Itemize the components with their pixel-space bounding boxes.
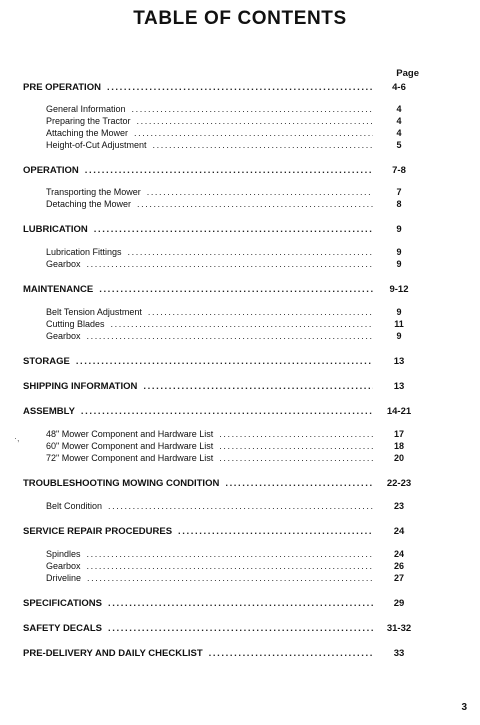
leader-dots (134, 128, 373, 138)
leader-dots (219, 441, 373, 451)
toc-section-operation[interactable] (23, 165, 419, 176)
toc-item-preparing-tractor[interactable] (46, 116, 419, 126)
toc-section-troubleshooting[interactable] (23, 478, 419, 489)
toc-page: 4 (396, 104, 402, 114)
toc-item-transporting-mower[interactable] (46, 187, 419, 197)
toc-section-specifications[interactable] (23, 598, 419, 609)
toc-label: Gearbox (46, 259, 81, 269)
toc-item-driveline[interactable] (46, 573, 419, 583)
toc-label: OPERATION (23, 165, 79, 176)
toc-section-pre-operation[interactable] (23, 82, 419, 93)
toc-section-maintenance[interactable] (23, 284, 419, 295)
toc-item-detaching-mower[interactable] (46, 199, 419, 209)
leader-dots (178, 526, 373, 537)
toc-item-spindles[interactable] (46, 549, 419, 559)
toc-label: Gearbox (46, 331, 81, 341)
toc-item-height-of-cut[interactable] (46, 140, 419, 150)
toc-section-safety-decals[interactable] (23, 623, 419, 634)
toc-page: 4-6 (392, 82, 406, 93)
leader-dots (111, 319, 373, 329)
leader-dots (87, 549, 373, 559)
toc-label: Gearbox (46, 561, 81, 571)
toc-label: Belt Condition (46, 501, 103, 511)
toc-section-lubrication[interactable] (23, 224, 419, 235)
toc-label: PRE-DELIVERY AND DAILY CHECKLIST (23, 648, 203, 659)
toc-label: ASSEMBLY (23, 406, 75, 417)
toc-label: Height-of-Cut Adjustment (46, 140, 147, 150)
toc-page: 8 (396, 199, 402, 209)
toc-label: Transporting the Mower (46, 187, 141, 197)
toc-section-shipping-information[interactable] (23, 381, 419, 392)
leader-dots (85, 165, 373, 176)
toc-page: 9-12 (389, 284, 409, 295)
leader-dots (137, 116, 373, 126)
toc-section-pre-delivery-checklist[interactable] (23, 648, 419, 659)
toc-item-attaching-mower[interactable] (46, 128, 419, 138)
toc-page: 9 (396, 259, 402, 269)
leader-dots (225, 478, 373, 489)
toc-page: 20 (393, 453, 404, 463)
toc-label: SAFETY DECALS (23, 623, 103, 634)
toc-page: 11 (394, 319, 404, 329)
toc-label: STORAGE (23, 356, 70, 367)
toc-page: 9 (396, 331, 402, 341)
leader-dots (137, 199, 373, 209)
toc-page: 7 (396, 187, 402, 197)
leader-dots (107, 82, 373, 93)
leader-dots (87, 561, 373, 571)
leader-dots (143, 381, 373, 392)
leader-dots (219, 453, 373, 463)
leader-dots (132, 104, 373, 114)
toc-label: Lubrication Fittings (46, 247, 122, 257)
toc-page: 26 (393, 561, 404, 571)
toc-item-60-mower-list[interactable] (46, 441, 419, 451)
toc-item-gearbox[interactable] (46, 331, 419, 341)
toc-item-belt-condition[interactable] (46, 501, 419, 511)
toc-page: 9 (396, 224, 402, 235)
toc-label: SPECIFICATIONS (23, 598, 102, 609)
toc-label: SERVICE REPAIR PROCEDURES (23, 526, 173, 537)
toc-label: MAINTENANCE (23, 284, 94, 295)
toc-page: 13 (393, 356, 405, 367)
toc-page: 5 (396, 140, 402, 150)
toc-item-gearbox[interactable] (46, 259, 419, 269)
toc-page: 17 (393, 429, 404, 439)
leader-dots (87, 259, 373, 269)
toc-item-lubrication-fittings[interactable] (46, 247, 419, 257)
page-number: 3 (461, 702, 467, 713)
toc-section-assembly[interactable] (23, 406, 419, 417)
toc-label: General Information (46, 104, 126, 114)
toc-page: 14-21 (386, 406, 412, 417)
leader-dots (128, 247, 373, 257)
page-column-header: Page (396, 68, 419, 79)
toc-page: 4 (396, 128, 402, 138)
toc-label: Preparing the Tractor (46, 116, 131, 126)
toc-page: 24 (393, 526, 405, 537)
toc-page: 33 (393, 648, 405, 659)
toc-page: 7-8 (392, 165, 406, 176)
toc-label: 60" Mower Component and Hardware List (46, 441, 214, 451)
toc-page: 22-23 (386, 478, 412, 489)
leader-dots (99, 284, 373, 295)
leader-dots (108, 501, 373, 511)
toc-page: 18 (393, 441, 404, 451)
toc-item-gearbox[interactable] (46, 561, 419, 571)
leader-dots (76, 356, 373, 367)
toc-page: 24 (393, 549, 404, 559)
toc-page: 9 (396, 247, 402, 257)
toc-label: SHIPPING INFORMATION (23, 381, 138, 392)
toc-page: 23 (393, 501, 404, 511)
page-title: TABLE OF CONTENTS (133, 8, 347, 29)
toc-page: 27 (393, 573, 404, 583)
leader-dots (108, 623, 373, 634)
toc-item-cutting-blades[interactable] (46, 319, 419, 329)
toc-label: PRE OPERATION (23, 82, 101, 93)
leader-dots (108, 598, 373, 609)
toc-item-general-information[interactable] (46, 104, 419, 114)
leader-dots (87, 573, 373, 583)
leader-dots (219, 429, 373, 439)
leader-dots (87, 331, 373, 341)
toc-label: TROUBLESHOOTING MOWING CONDITION (23, 478, 220, 489)
toc-item-48-mower-list[interactable] (46, 429, 419, 439)
leader-dots (81, 406, 373, 417)
toc-section-service-repair[interactable] (23, 526, 419, 537)
leader-dots (148, 307, 373, 317)
toc-label: Attaching the Mower (46, 128, 129, 138)
toc-label: 72" Mower Component and Hardware List (46, 453, 214, 463)
toc-item-belt-tension[interactable] (46, 307, 419, 317)
toc-section-storage[interactable] (23, 356, 419, 367)
toc-label: Detaching the Mower (46, 199, 132, 209)
toc-page: 4 (396, 116, 402, 126)
toc-page: 31-32 (386, 623, 412, 634)
toc-label: Driveline (46, 573, 82, 583)
leader-dots (147, 187, 373, 197)
toc-item-72-mower-list[interactable] (46, 453, 419, 463)
scan-mark: ·, (14, 433, 20, 443)
toc-page: 9 (396, 307, 402, 317)
leader-dots (209, 648, 373, 659)
toc-label: Belt Tension Adjustment (46, 307, 142, 317)
toc-label: Spindles (46, 549, 81, 559)
toc-page: 13 (393, 381, 405, 392)
leader-dots (94, 224, 373, 235)
leader-dots (153, 140, 373, 150)
toc-label: 48" Mower Component and Hardware List (46, 429, 214, 439)
toc-label: Cutting Blades (46, 319, 105, 329)
toc-label: LUBRICATION (23, 224, 88, 235)
toc-page: 29 (393, 598, 405, 609)
